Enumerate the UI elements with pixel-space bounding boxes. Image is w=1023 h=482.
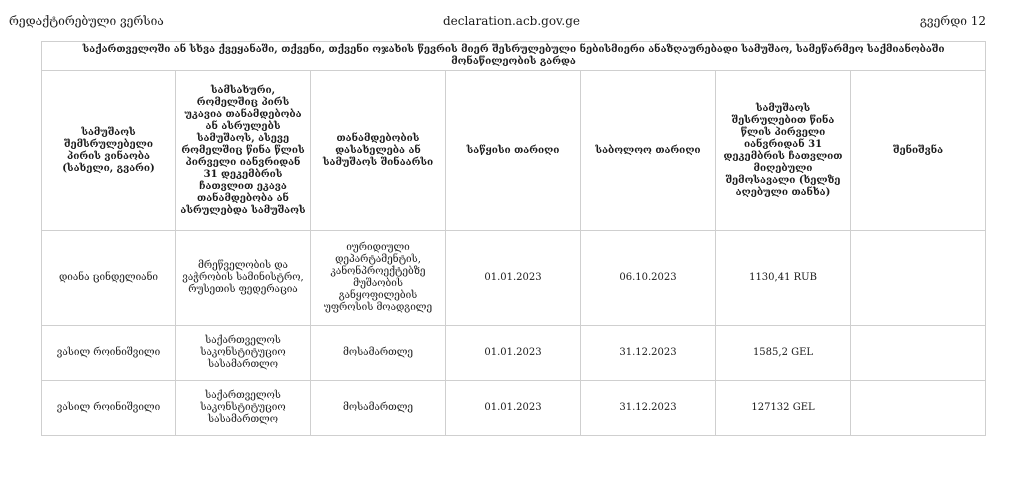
cell-note (851, 381, 986, 436)
page-header (0, 14, 1023, 34)
column-header-position: თანამდებობის დასახელება ან სამუშაოს შინაარსი (311, 71, 446, 231)
cell-name: დიანა ცინდელიანი (42, 231, 176, 326)
cell-start-date: 01.01.2023 (446, 231, 581, 326)
cell-employer: მრეწველობის და ვაჭრობის სამინისტრო, რუსეთის ფედერაცია (176, 231, 311, 326)
page-number: გვერდი 12 (919, 14, 986, 28)
table-row (42, 381, 986, 436)
column-header-note: შენიშვნა (851, 71, 986, 231)
cell-income: 1585,2 GEL (716, 326, 851, 381)
cell-employer: საქართველოს საკონსტიტუციო სასამართლო (176, 326, 311, 381)
cell-name: ვასილ როინიშვილი (42, 326, 176, 381)
cell-note (851, 231, 986, 326)
cell-end-date: 31.12.2023 (581, 326, 716, 381)
cell-employer: საქართველოს საკონსტიტუციო სასამართლო (176, 381, 311, 436)
paid-work-table (41, 41, 986, 436)
cell-position: მოსამართლე (311, 326, 446, 381)
column-header-end-date: საბოლოო თარიღი (581, 71, 716, 231)
table-row (42, 326, 986, 381)
cell-position: მოსამართლე (311, 381, 446, 436)
cell-start-date: 01.01.2023 (446, 326, 581, 381)
table-title: საქართველოში ან სხვა ქვეყანაში, თქვენი, თქვენი ოჯახის წევრის მიერ შესრულებული ნებისმიერი ანაზღაურებადი სამუშაო, სამეწარმეო საქმიანობაში მონაწილეობის გარდა (42, 42, 986, 71)
site-url[interactable]: declaration.acb.gov.ge (442, 14, 581, 28)
cell-position: იურიდიული დეპარტამენტის, კანონპროექტებზე მუშაობის განყოფილების უფროსის მოადგილე (311, 231, 446, 326)
cell-income: 1130,41 RUB (716, 231, 851, 326)
cell-income: 127132 GEL (716, 381, 851, 436)
cell-note (851, 326, 986, 381)
column-header-start-date: საწყისი თარიღი (446, 71, 581, 231)
version-label: რედაქტირებული ვერსია (9, 14, 164, 28)
cell-start-date: 01.01.2023 (446, 381, 581, 436)
table-row (42, 231, 986, 326)
table-header-row (42, 71, 986, 231)
column-header-name: სამუშაოს შემსრულებელი პირის ვინაობა (სახელი, გვარი) (42, 71, 176, 231)
column-header-employer: სამსახური, რომელშიც პირს უკავია თანამდებობა ან ასრულებს სამუშაოს, ასევე რომელშიც წინა წლის პირველი იანვრიდან 31 დეკემბრის ჩათვლით ეკავა თანამდებობა ან ასრულებდა სამუშაოს (176, 71, 311, 231)
cell-end-date: 06.10.2023 (581, 231, 716, 326)
cell-name: ვასილ როინიშვილი (42, 381, 176, 436)
cell-end-date: 31.12.2023 (581, 381, 716, 436)
column-header-income: სამუშაოს შესრულებით წინა წლის პირველი იანვრიდან 31 დეკემბრის ჩათვლით მიღებული შემოსავალი (ხელზე აღებული თანხა) (716, 71, 851, 231)
